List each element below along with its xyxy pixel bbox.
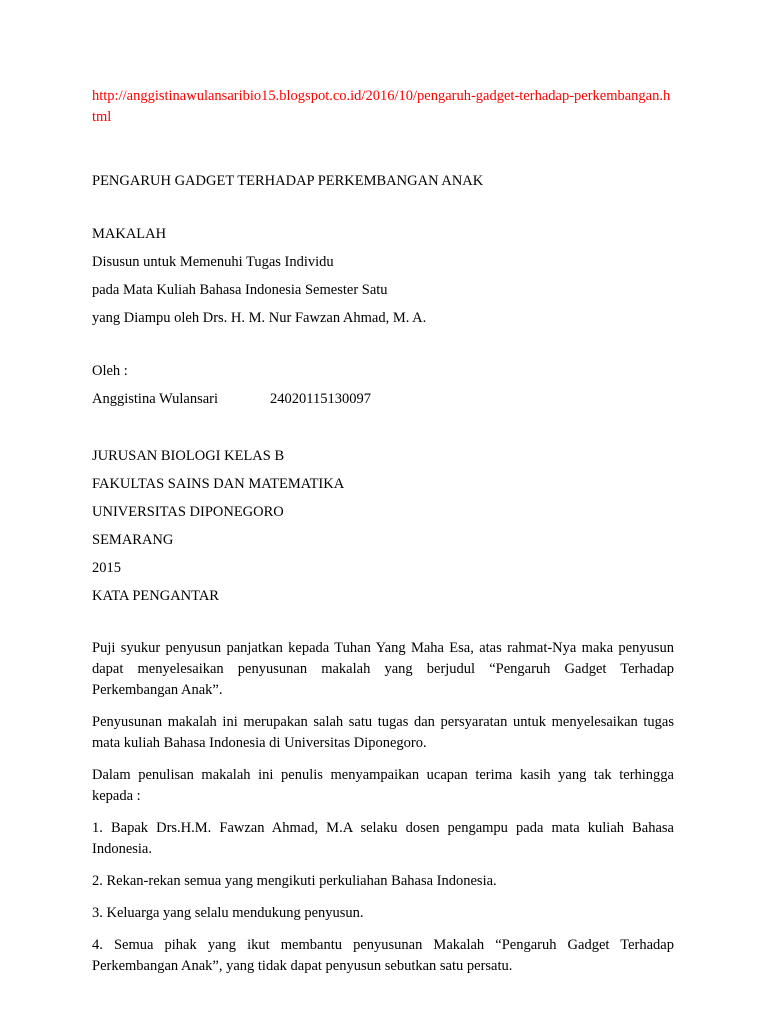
author-name: Anggistina Wulansari — [92, 391, 219, 407]
source-url-link[interactable]: http://anggistinawulansaribio15.blogspot.co.id/2016/10/pengaruh-gadget-terhadap-perkembangan.html — [92, 88, 671, 125]
author-id: 24020115130097 — [270, 391, 371, 407]
year: 2015 — [92, 560, 121, 576]
thanks-item: 4. Semua pihak yang ikut membantu penyusunan Makalah “Pengaruh Gadget Terhadap Perkembangan Anak”, yang tidak dapat penyusun sebutkan satu persatu. — [92, 937, 674, 974]
thanks-item: 3. Keluarga yang selalu mendukung penyusun. — [92, 905, 364, 921]
document-title: PENGARUH GADGET TERHADAP PERKEMBANGAN ANAK — [92, 173, 484, 189]
preface-paragraph: Puji syukur penyusun panjatkan kepada Tuhan Yang Maha Esa, atas rahmat-Nya maka penyusun dapat menyelesaikan penyusunan makalah yang berjudul “Pengaruh Gadget Terhadap Perkembangan Anak”. — [92, 640, 674, 698]
thanks-item: 1. Bapak Drs.H.M. Fawzan Ahmad, M.A selaku dosen pengampu pada mata kuliah Bahasa Indonesia. — [92, 820, 674, 857]
preface-paragraph: Dalam penulisan makalah ini penulis menyampaikan ucapan terima kasih yang tak terhingga kepada : — [92, 767, 674, 804]
thanks-item: 2. Rekan-rekan semua yang mengikuti perkuliahan Bahasa Indonesia. — [92, 873, 497, 889]
faculty: FAKULTAS SAINS DAN MATEMATIKA — [92, 476, 345, 492]
cover-line-3: yang Diampu oleh Drs. H. M. Nur Fawzan Ahmad, M. A. — [92, 310, 427, 326]
document-type: MAKALAH — [92, 226, 167, 242]
university: UNIVERSITAS DIPONEGORO — [92, 504, 284, 520]
author-row — [92, 389, 674, 409]
city: SEMARANG — [92, 532, 174, 548]
department: JURUSAN BIOLOGI KELAS B — [92, 448, 285, 464]
by-label: Oleh : — [92, 363, 128, 379]
preface-heading: KATA PENGANTAR — [92, 588, 219, 604]
document-page — [92, 86, 674, 977]
cover-line-2: pada Mata Kuliah Bahasa Indonesia Semester Satu — [92, 282, 388, 298]
preface-paragraph: Penyusunan makalah ini merupakan salah satu tugas dan persyaratan untuk menyelesaikan tugas mata kuliah Bahasa Indonesia di Universitas Diponegoro. — [92, 714, 674, 751]
cover-line-1: Disusun untuk Memenuhi Tugas Individu — [92, 254, 334, 270]
